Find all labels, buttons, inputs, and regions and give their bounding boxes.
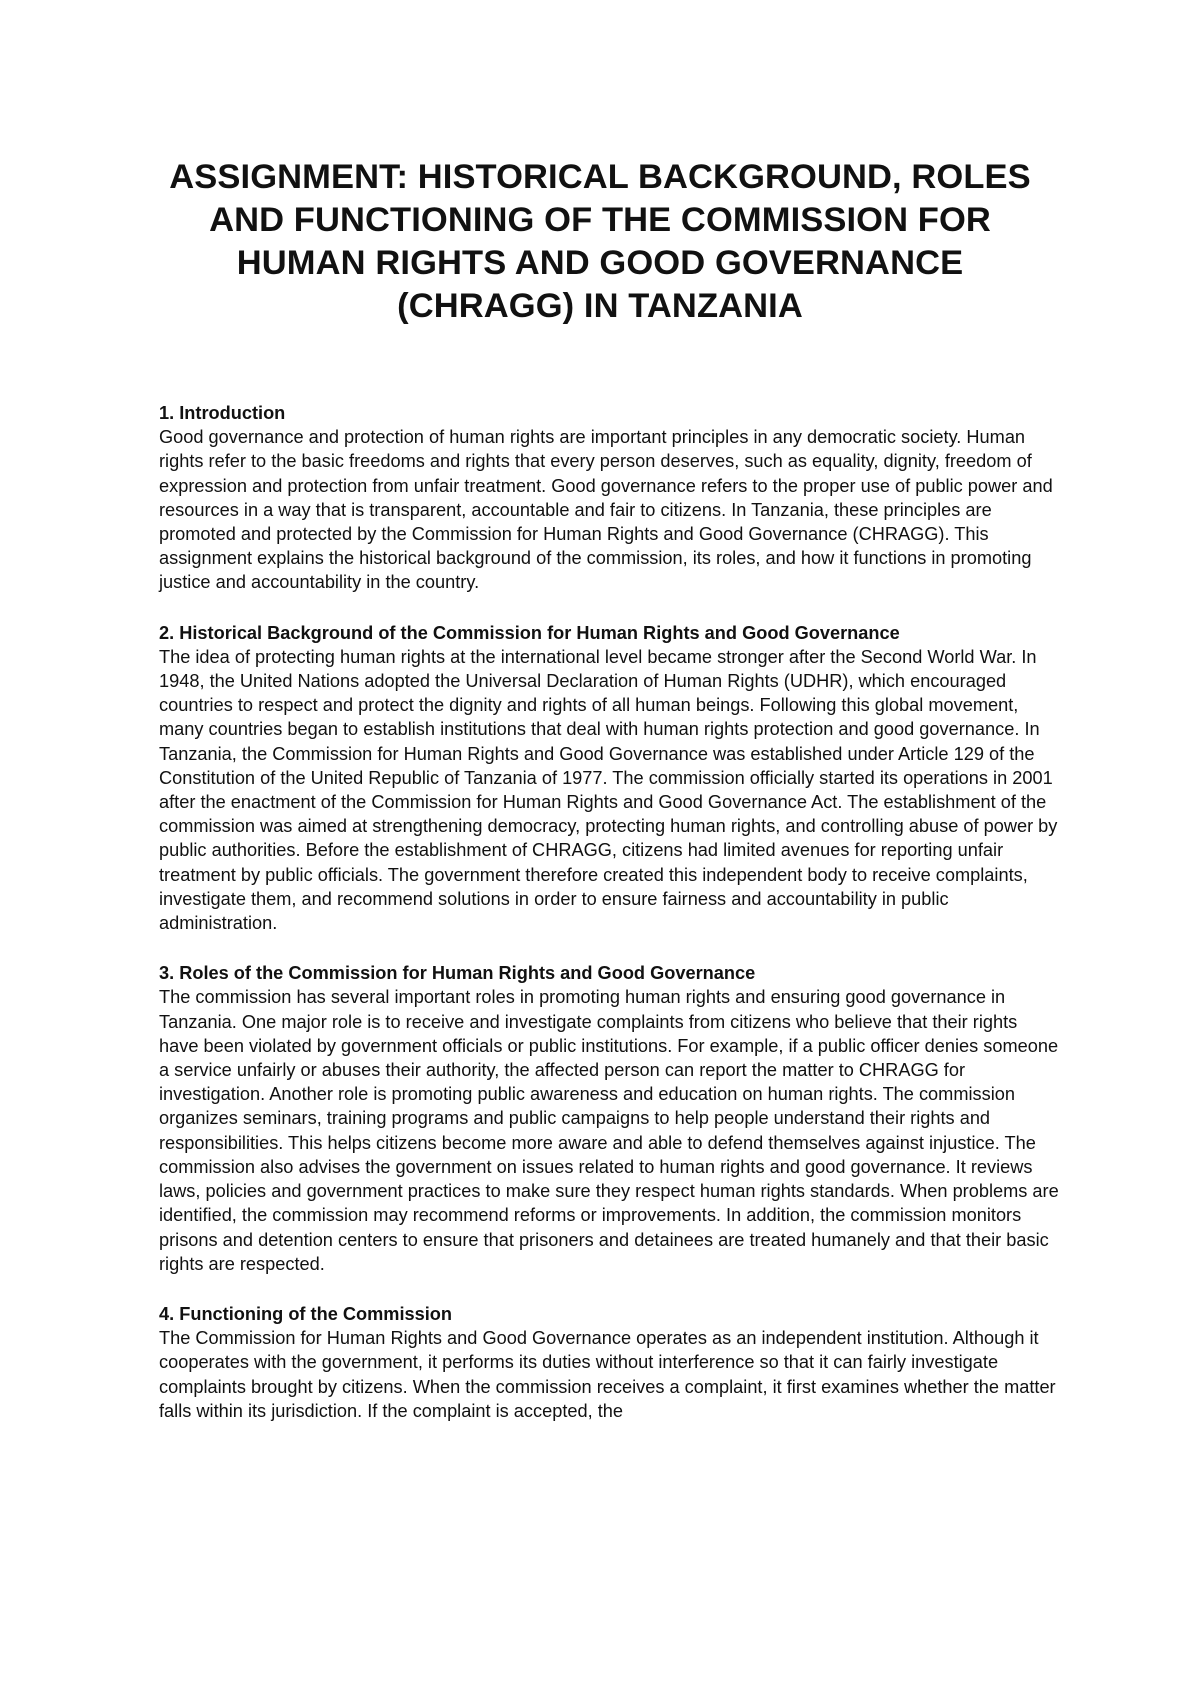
section-heading: 2. Historical Background of the Commission for Human Rights and Good Governance: [159, 622, 900, 643]
section-roles: [159, 961, 1059, 1276]
section-historical-background: [159, 621, 1059, 936]
document-body: [159, 401, 1059, 1449]
section-paragraph: The Commission for Human Rights and Good Governance operates as an independent institution. Although it cooperates with the government, it performs its duties without interference so that it can fairly investigate complaints brought by citizens. When the commission receives a complaint, it first examines whether the matter falls within its jurisdiction. If the complaint is accepted, the: [159, 1328, 1056, 1421]
section-paragraph: The idea of protecting human rights at the international level became stronger after the Second World War. In 1948, the United Nations adopted the Universal Declaration of Human Rights (UDHR), which encouraged countries to respect and protect the dignity and rights of all human beings. Following this global movement, many countries began to establish institutions that deal with human rights protection and good governance. In Tanzania, the Commission for Human Rights and Good Governance was established under Article 129 of the Constitution of the United Republic of Tanzania of 1977. The commission officially started its operations in 2001 after the enactment of the Commission for Human Rights and Good Governance Act. The establishment of the commission was aimed at strengthening democracy, protecting human rights, and controlling abuse of power by public authorities. Before the establishment of CHRAGG, citizens had limited avenues for reporting unfair treatment by public officials. The government therefore created this independent body to receive complaints, investigate them, and recommend solutions in order to ensure fairness and accountability in public administration.: [159, 646, 1058, 934]
section-paragraph: The commission has several important roles in promoting human rights and ensuring good governance in Tanzania. One major role is to receive and investigate complaints from citizens who believe that their rights have been violated by government officials or public institutions. For example, if a public officer denies someone a service unfairly or abuses their authority, the affected person can report the matter to CHRAGG for investigation. Another role is promoting public awareness and education on human rights. The commission organizes seminars, training programs and public campaigns to help people understand their rights and responsibilities. This helps citizens become more aware and able to defend themselves against injustice. The commission also advises the government on issues related to human rights and good governance. It reviews laws, policies and government practices to make sure they respect human rights standards. When problems are identified, the commission may recommend reforms or improvements. In addition, the commission monitors prisons and detention centers to ensure that prisoners and detainees are treated humanely and that their basic rights are respected.: [159, 987, 1059, 1274]
document-title: ASSIGNMENT: HISTORICAL BACKGROUND, ROLES AND FUNCTIONING OF THE COMMISSION FOR HUMAN RIGHTS AND GOOD GOVERNANCE (CHRAGG) IN TANZANIA: [169, 158, 1031, 325]
section-heading: 3. Roles of the Commission for Human Rights and Good Governance: [159, 963, 756, 984]
section-heading: 1. Introduction: [159, 403, 286, 423]
section-functioning: [159, 1302, 1059, 1423]
section-introduction: [159, 401, 1059, 595]
section-paragraph: Good governance and protection of human rights are important principles in any democratic society. Human rights refer to the basic freedoms and rights that every person deserves, such as equality, dignity, freedom of expression and protection from unfair treatment. Good governance refers to the proper use of public power and resources in a way that is transparent, accountable and fair to citizens. In Tanzania, these principles are promoted and protected by the Commission for Human Rights and Good Governance (CHRAGG). This assignment explains the historical background of the commission, its roles, and how it functions in promoting justice and accountability in the country.: [159, 427, 1053, 593]
section-heading: 4. Functioning of the Commission: [159, 1303, 453, 1324]
